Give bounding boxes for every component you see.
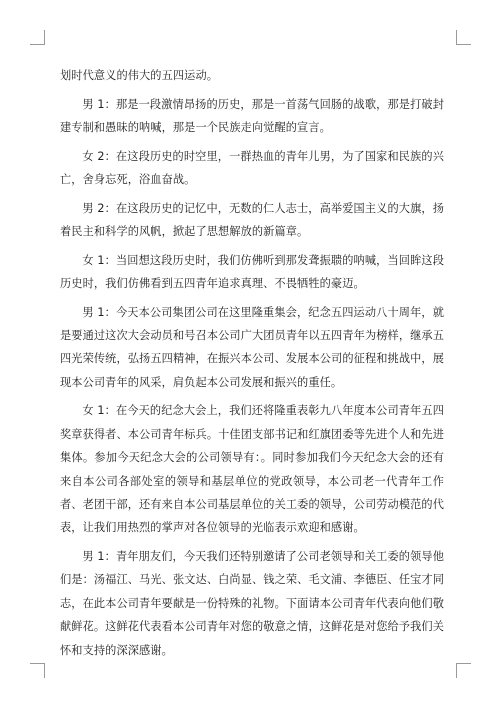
crop-mark-top-right [456, 30, 471, 45]
paragraph: 男 1：今天本公司集团公司在这里隆重集会，纪念五四运动八十周年，就是要通过这次大会动员和号召本公司广大团员青年以五四青年为榜样，继承五四光荣传统，弘扬五四精神，在振兴本公司、发展本公司的征程和挑战中，展现本公司青年的风采，肩负起本公司发展和振兴的重任。 [60, 305, 444, 389]
crop-mark-bottom-right [456, 663, 471, 678]
paragraph: 女 2：在这段历史的时空里，一群热血的青年儿男，为了国家和民族的兴亡，舍身忘死，浴血奋战。 [60, 149, 444, 186]
paragraph: 女 1：当回想这段历史时，我们仿佛听到那发聋振聩的呐喊，当回眸这段历史时，我们仿佛看到五四青年追求真理、不畏牺牲的豪迈。 [60, 253, 444, 290]
crop-mark-bottom-left [30, 663, 45, 678]
paragraph: 男 1：青年朋友们，今天我们还特别邀请了公司老领导和关工委的领导他们是：汤福江、马光、张文达、白尚显、钱之荣、毛文浦、李德臣、任宝才同志，在此本公司青年要献是一份特殊的礼物。下面请本公司青年代表向他们敬献鲜花。这鲜花代表看本公司青年对您的敬意之情，这鲜花是对您给予我们关怀和支持的深深感谢。 [60, 550, 444, 657]
document-body [60, 64, 444, 667]
paragraph: 划时代意义的伟大的五四运动。 [60, 69, 219, 82]
paragraph: 男 1：那是一段激情昂扬的历史，那是一首荡气回肠的战歌，那是打破封建专制和愚昧的呐喊，那是一个民族走向觉醒的宣言。 [60, 97, 444, 134]
paragraph: 男 2：在这段历史的记忆中，无数的仁人志士，高举爱国主义的大旗，扬着民主和科学的风帆，掀起了思想解放的新篇章。 [60, 201, 444, 238]
crop-mark-top-left [30, 30, 45, 45]
paragraph: 女 1：在今天的纪念大会上，我们还将隆重表彰九八年度本公司青年五四奖章获得者、本公司青年标兵。十佳团支部书记和红旗团委等先进个人和先进集体。参加今天纪念大会的公司领导有：。同时参加我们今天纪念大会的还有来自本公司各部处室的领导和基层单位的党政领导，本公司老一代青年工作者、老团干部，还有来自本公司基层单位的关工委的领导，公司劳动模范的代表，让我们用热烈的掌声对各位领导的光临表示欢迎和感谢。 [60, 404, 444, 535]
